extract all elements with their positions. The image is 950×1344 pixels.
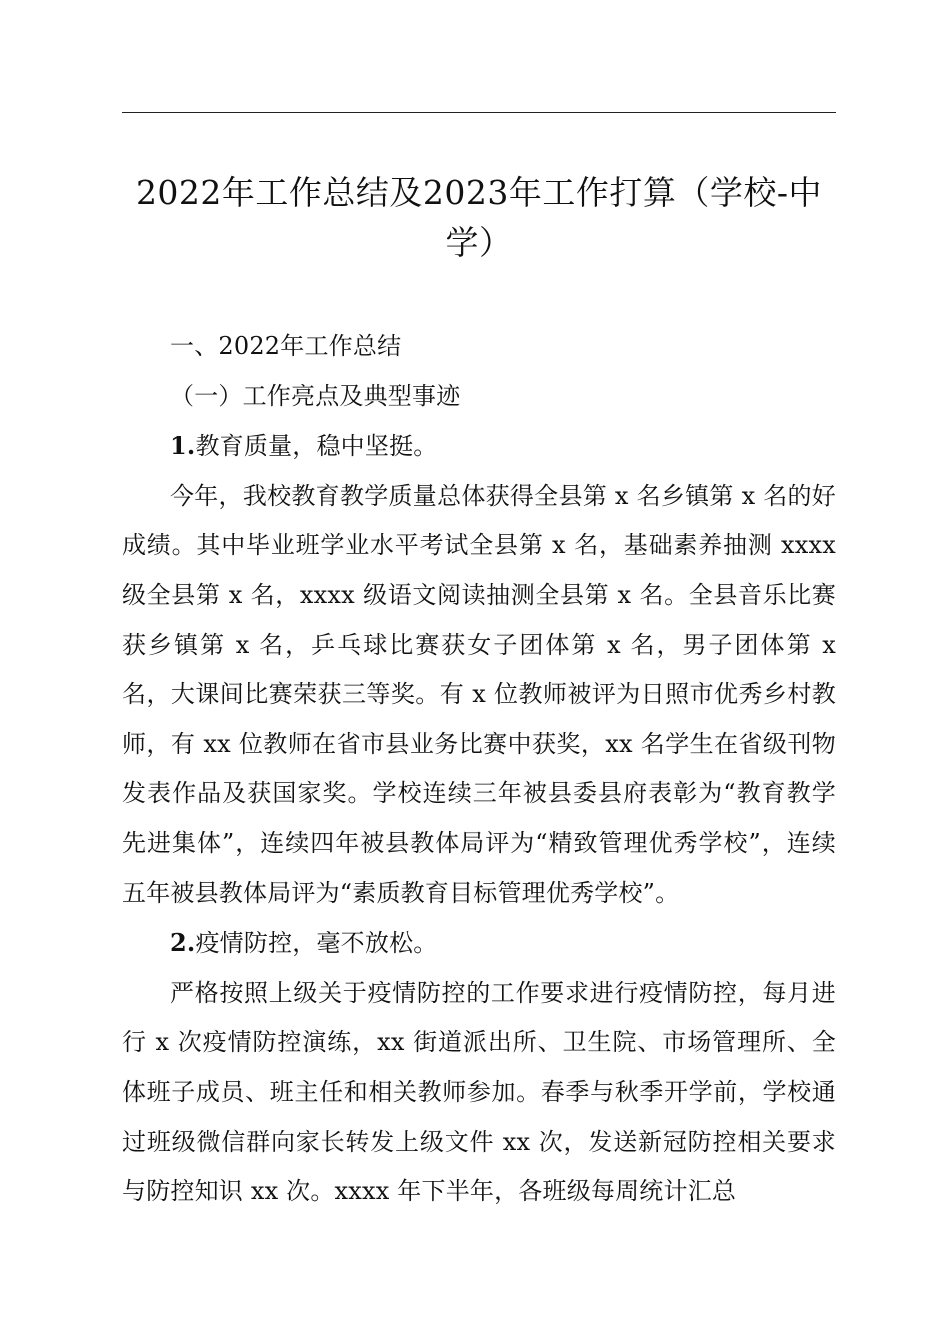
item-heading-1	[122, 421, 836, 472]
paragraph-1: 今年，我校教育教学质量总体获得全县第 x 名乡镇第 x 名的好成绩。其中毕业班学业水平考试全县第 x 名，基础素养抽测 xxxx 级全县第 x 名，xxxx 级语文阅读抽测全县第 x 名。全县音乐比赛获乡镇第 x 名，乒乓球比赛获女子团体第 x 名，男子团体第 x 名，大课间比赛荣获三等奖。有 x 位教师被评为日照市优秀乡村教师，有 xx 位教师在省市县业务比赛中获奖，xx 名学生在省级刊物发表作品及获国家奖。学校连续三年被县委县府表彰为“教育教学先进集体”，连续四年被县教体局评为“精致管理优秀学校”，连续五年被县教体局评为“素质教育目标管理优秀学校”。	[122, 481, 836, 907]
item-title-1: 教育质量，稳中坚挺。	[195, 432, 438, 461]
section-heading: 一、2022年工作总结	[170, 332, 402, 360]
item-title-2: 疫情防控，毫不放松。	[195, 929, 438, 958]
header-rule	[122, 112, 836, 113]
document-body	[122, 322, 836, 1217]
item-heading-2	[122, 918, 836, 969]
subsection-heading: （一）工作亮点及典型事迹	[170, 381, 461, 410]
document-title: 2022年工作总结及2023年工作打算（学校-中学）	[135, 173, 823, 262]
paragraph-2: 严格按照上级关于疫情防控的工作要求进行疫情防控，每月进行 x 次疫情防控演练，xx 街道派出所、卫生院、市场管理所、全体班子成员、班主任和相关教师参加。春季与秋季开学前，学校通过班级微信群向家长转发上级文件 xx 次，发送新冠防控相关要求与防控知识 xx 次。xxxx 年下半年，各班级每周统计汇总	[122, 978, 836, 1206]
item-number-2: 2.	[170, 928, 196, 958]
item-number-1: 1.	[170, 431, 196, 461]
